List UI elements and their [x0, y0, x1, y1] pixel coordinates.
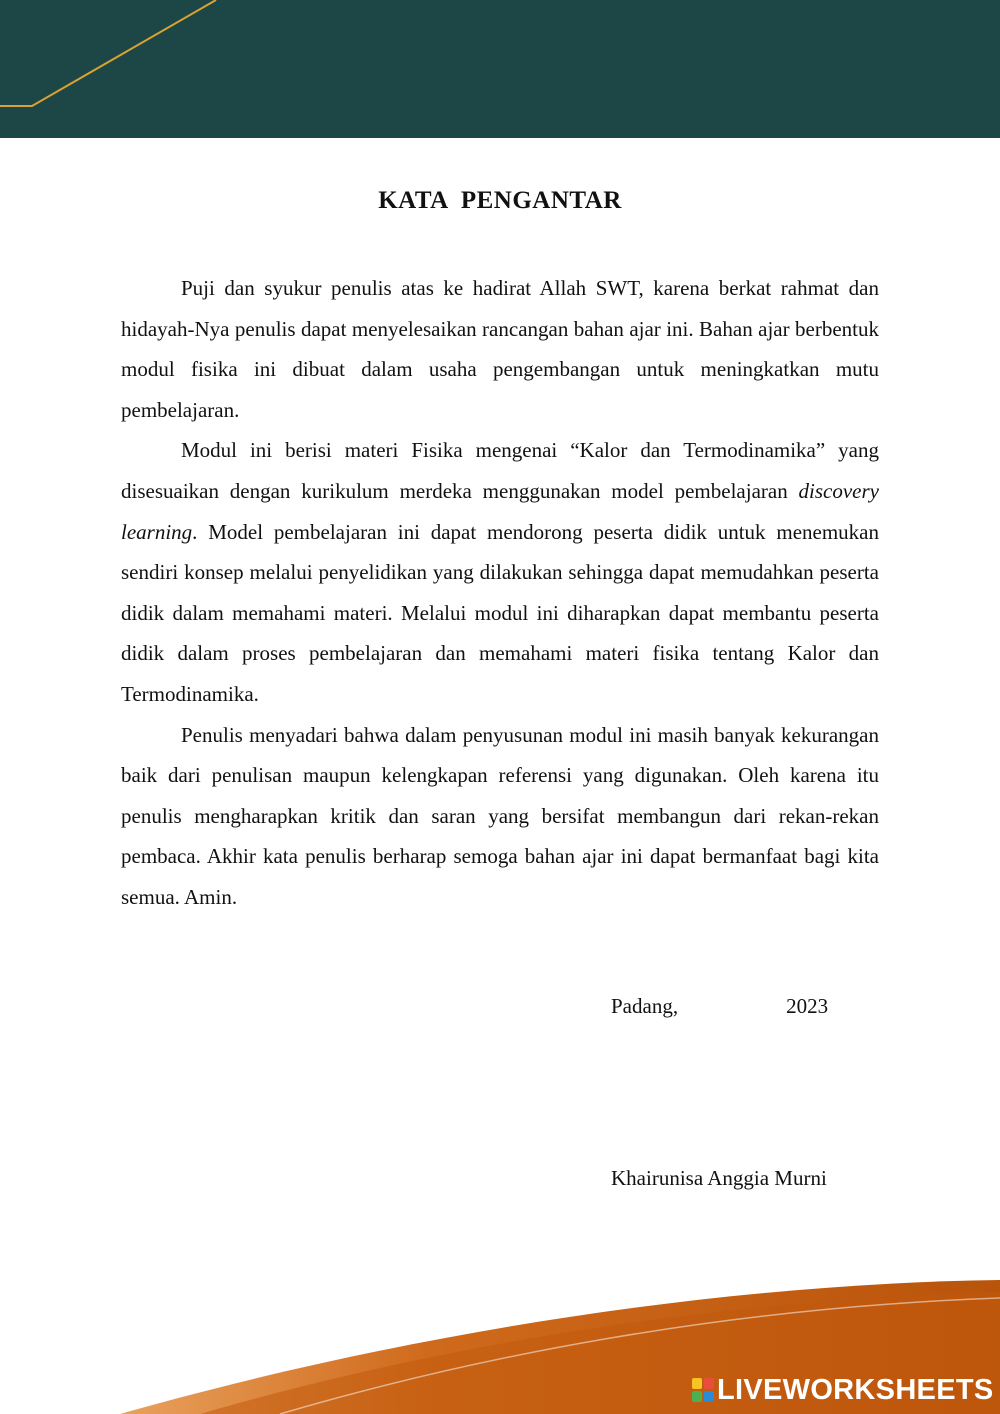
liveworksheets-logo-icon — [692, 1378, 714, 1402]
logo-square-i — [704, 1378, 714, 1389]
body-text — [121, 268, 879, 918]
signature-place: Padang, — [611, 994, 679, 1018]
paragraph-1-text: Puji dan syukur penulis atas ke hadirat Allah SWT, karena berkat rahmat dan hidayah-Nya penulis dapat menyelesaikan rancangan bahan ajar ini. Bahan ajar berbentuk modul fisika ini dibuat dalam usaha pengembangan untuk meningkatkan mutu pembelajaran. — [121, 276, 879, 422]
signature-name: Khairunisa Anggia Murni — [611, 1166, 827, 1190]
paragraph-2 — [121, 430, 879, 714]
paragraph-2-text-end: . Model pembelajaran ini dapat mendorong peserta didik untuk menemukan sendiri konsep melalui penyelidikan yang dilakukan sehingga dapat memudahkan peserta didik dalam memahami materi. Melalui modul ini diharapkan dapat membantu peserta didik dalam proses pembelajaran dan memahami materi fisika tentang Kalor dan Termodinamika. — [121, 519, 879, 706]
paragraph-2-emphasis: discovery learning — [121, 478, 879, 544]
header-band — [0, 0, 1000, 138]
logo-square-v — [692, 1391, 702, 1402]
paragraph-3-text: Penulis menyadari bahwa dalam penyusunan modul ini masih banyak kekurangan baik dari penulisan maupun kelengkapan referensi yang digunakan. Oleh karena itu penulis mengharapkan kritik dan saran yang bersifat membangun dari rekan-rekan pembaca. Akhir kata penulis berharap semoga bahan ajar ini dapat bermanfaat bagi kita semua. Amin. — [121, 722, 879, 909]
paragraph-3 — [121, 715, 879, 918]
page-title: KATA PENGANTAR — [378, 187, 622, 214]
signature-place-date — [611, 992, 828, 1020]
liveworksheets-watermark — [692, 1372, 994, 1408]
paragraph-1 — [121, 268, 879, 430]
logo-square-e — [704, 1391, 714, 1402]
signature-year: 2023 — [786, 994, 829, 1018]
logo-square-l — [692, 1378, 702, 1389]
header-decorative-line — [0, 0, 1000, 138]
paragraph-2-text-start: Modul ini berisi materi Fisika mengenai “Kalor dan Termodinamika” yang disesuaikan dengan kurikulum merdeka menggunakan model pembelajaran — [121, 438, 879, 503]
liveworksheets-text: LIVEWORKSHEETS — [717, 1374, 994, 1406]
